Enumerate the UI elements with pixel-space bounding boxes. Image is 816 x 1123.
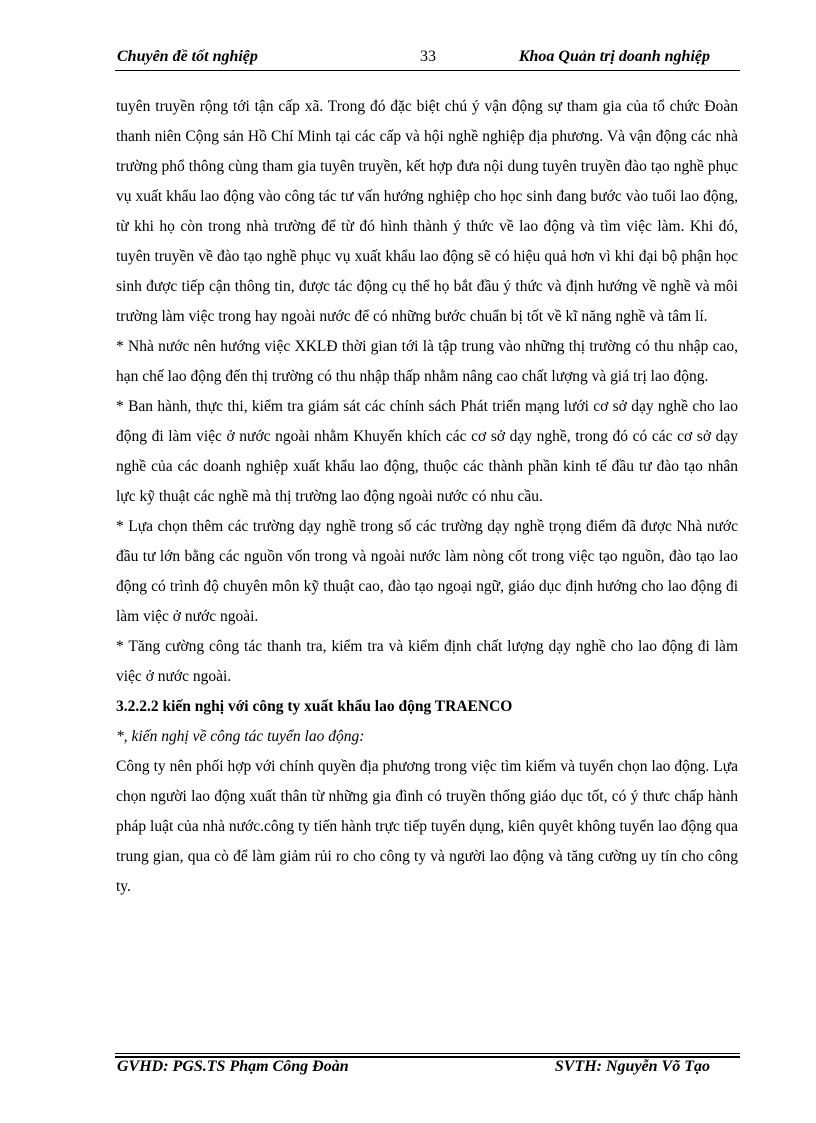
paragraph-select-schools: * Lựa chọn thêm các trường dạy nghề trong số các trường dạy nghề trọng điểm đã được Nhà nước đầu tư lớn bằng các nguồn vốn trong và ngoài nước làm nòng cốt trong việc tạo nguồn, đào tạo lao động có trình độ chuyên môn kỹ thuật cao, đào tạo ngoại ngữ, giáo dục định hướng cho lao động đi làm việc ở nước ngoài. <box>116 518 738 625</box>
document-body <box>116 92 738 902</box>
paragraph-recruitment: Công ty nên phối hợp với chính quyền địa phương trong việc tìm kiếm và tuyển chọn lao động. Lựa chọn người lao động xuất thân từ những gia đình có truyền thống giáo dục tốt, có ý thưc chấp hành pháp luật của nhà nước.công ty tiến hành trực tiếp tuyển dụng, kiên quyêt không tuyển lao động qua trung gian, qua cò để làm giảm rủi ro cho công ty và người lao động và tăng cường uy tín cho công ty. <box>116 758 738 895</box>
header-department: Khoa Quản trị doanh nghiệp <box>518 48 710 65</box>
paragraph-propaganda: tuyên truyền rộng tới tận cấp xã. Trong đó đặc biệt chú ý vận động sự tham gia của tổ chức Đoàn thanh niên Cộng sản Hồ Chí Minh tại các cấp và hội nghề nghiệp địa phương. Và vận động các nhà trường phổ thông cùng tham gia tuyên truyền, kết hợp đưa nội dung tuyên truyền đào tạo nghề phục vụ xuất khẩu lao động vào công tác tư vấn hướng nghiệp cho học sinh đang bước vào tuổi lao động, từ khi họ còn trong nhà trường để từ đó hình thành ý thức về lao động và tìm việc làm. Khi đó, tuyên truyền về đào tạo nghề phục vụ xuất khẩu lao động sẽ có hiệu quả hơn vì khi đại bộ phận học sinh được tiếp cận thông tin, được tác động cụ thể họ bắt đầu ý thức và định hướng về nghề và môi trường làm việc trong hay ngoài nước để có những bước chuẩn bị tốt về kĩ năng nghề và tâm lí. <box>116 98 738 325</box>
subsection-heading: *, kiến nghị về công tác tuyển lao động: <box>116 728 365 745</box>
paragraph-market-focus: * Nhà nước nên hướng việc XKLĐ thời gian tới là tập trung vào những thị trường có thu nhập cao, hạn chế lao động đến thị trường có thu nhập thấp nhằm nâng cao chất lượng và giá trị lao động. <box>116 338 738 385</box>
page-header <box>115 48 740 70</box>
paragraph-vocational-policy: * Ban hành, thực thi, kiểm tra giám sát các chính sách Phát triển mạng lưới cơ sở dạy nghề cho lao động đi làm việc ở nước ngoài nhằm Khuyến khích các cơ sở dạy nghề, trong đó có các cơ sở dạy nghề của các doanh nghiệp xuất khẩu lao động, thuộc các thành phần kinh tế đầu tư đào tạo nhân lực kỹ thuật các nghề mà thị trường lao động ngoài nước có nhu cầu. <box>116 398 738 505</box>
section-heading: 3.2.2.2 kiến nghị với công ty xuất khẩu lao động TRAENCO <box>116 698 513 715</box>
footer-supervisor: GVHD: PGS.TS Phạm Công Đoàn <box>117 1058 349 1075</box>
header-title: Chuyên đề tốt nghiệp <box>117 48 258 65</box>
footer-rule-thin <box>115 1053 740 1054</box>
header-rule <box>115 70 740 71</box>
footer-student: SVTH: Nguyễn Võ Tạo <box>554 1058 710 1075</box>
paragraph-inspection: * Tăng cường công tác thanh tra, kiểm tra và kiểm định chất lượng dạy nghề cho lao động đi làm việc ở nước ngoài. <box>116 638 738 685</box>
page-number: 33 <box>420 48 436 65</box>
page-footer <box>115 1058 740 1080</box>
